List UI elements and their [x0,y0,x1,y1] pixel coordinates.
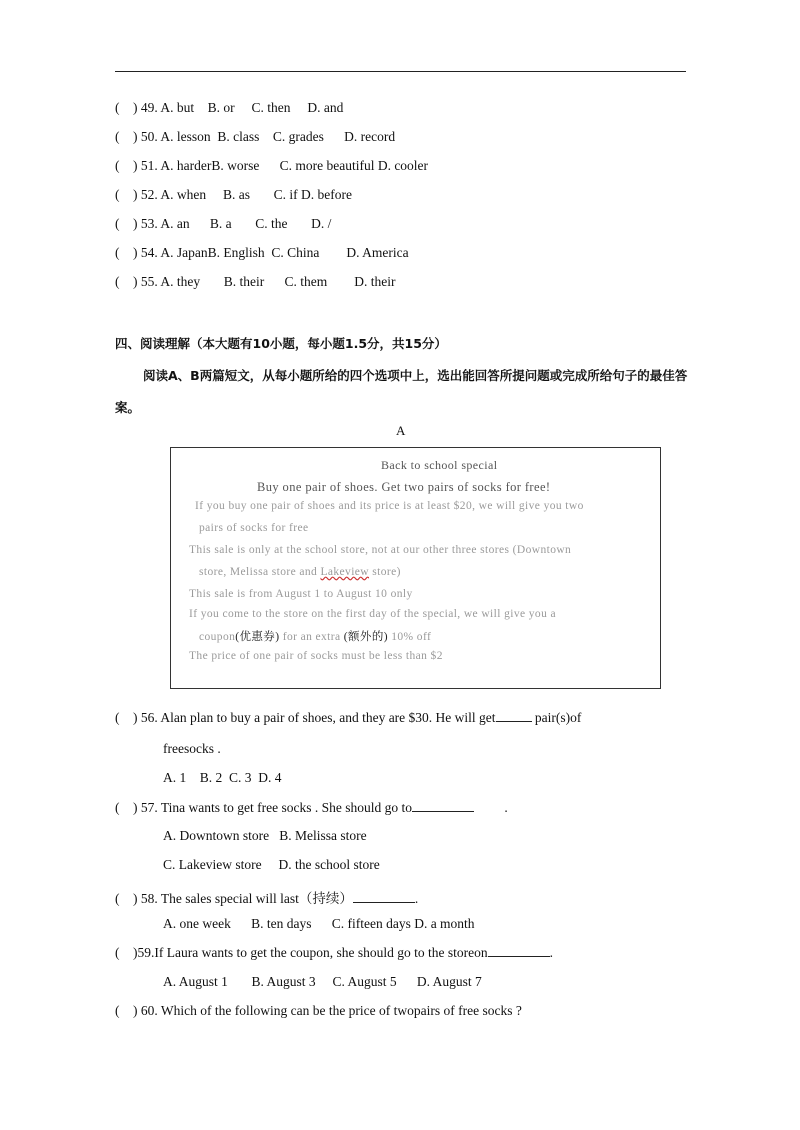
question-51: ( ) 51. A. harderB. worse C. more beautiful D. cooler [115,158,429,173]
question-56-continued: freesocks . [163,741,221,756]
answer-blank [496,721,532,722]
section-heading: 四、阅读理解（本大题有10小题，每小题1.5分，共15分） [115,336,447,351]
section-instructions: 阅读A、B两篇短文，从每小题所给的四个选项中上，选出能回答所提问题或完成所给句子的最佳答案。 [115,368,688,415]
question-59-options: A. August 1 B. August 3 C. August 5 D. August 7 [163,974,482,989]
ad-line-7: coupon(优惠券) for an extra (额外的) 10% off [199,631,432,643]
question-49: ( ) 49. A. but B. or C. then D. and [115,100,344,115]
question-55: ( ) 55. A. they B. their C. them D. their [115,274,396,289]
ad-line-2: pairs of socks for free [199,522,309,534]
question-57: ( ) 57. Tina wants to get free socks . She should go to . [115,800,508,815]
question-56-options: A. 1 B. 2 C. 3 D. 4 [163,770,282,785]
question-58-options: A. one week B. ten days C. fifteen days D. a month [163,916,475,931]
ad-line-1: If you buy one pair of shoes and its price is at least $20, we will give you two [195,500,584,512]
ad-line-6: If you come to the store on the first day of the special, we will give you a [189,608,556,620]
question-50: ( ) 50. A. lesson B. class C. grades D. record [115,129,396,144]
ad-line-3: This sale is only at the school store, not at our other three stores (Downtown [189,544,572,556]
ad-line-5: This sale is from August 1 to August 10 only [189,588,413,600]
question-58: ( ) 58. The sales special will last（持续） . [115,891,419,906]
underlined-word: Lakeview [320,566,370,578]
question-57-options-2: C. Lakeview store D. the school store [163,857,380,872]
question-59: ( )59.If Laura wants to get the coupon, she should go to the storeon . [115,945,554,960]
question-54: ( ) 54. A. JapanB. English C. China D. America [115,245,409,260]
passage-label: A [396,423,406,438]
answer-blank [412,811,474,812]
question-57-options-1: A. Downtown store B. Melissa store [163,828,367,843]
question-53: ( ) 53. A. an B. a C. the D. / [115,216,332,231]
question-56: ( ) 56. Alan plan to buy a pair of shoes, and they are $30. He will get pair(s)of [115,710,582,725]
header-rule [115,71,686,72]
ad-title: Back to school special [381,458,498,472]
ad-line-8: The price of one pair of socks must be less than $2 [189,650,443,662]
answer-blank [488,956,550,957]
question-60: ( ) 60. Which of the following can be the price of twopairs of free socks ? [115,1003,522,1018]
question-52: ( ) 52. A. when B. as C. if D. before [115,187,352,202]
advertisement-box [170,447,661,689]
ad-subtitle: Buy one pair of shoes. Get two pairs of socks for free! [257,480,551,494]
answer-blank [353,902,415,903]
ad-line-4: store, Melissa store and Lakeview store) [199,566,401,578]
